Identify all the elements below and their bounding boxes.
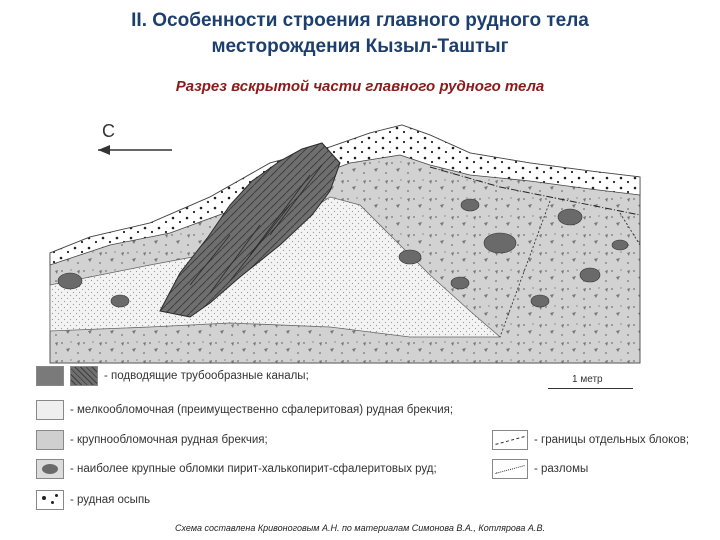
- legend-item-channels: [36, 366, 309, 386]
- legend-channels-label: - подводящие трубообразные каналы;: [104, 370, 309, 382]
- large-fragment-swatch-icon: [36, 459, 64, 479]
- legend-item-ore-scree: [36, 490, 150, 510]
- slide-title: [0, 8, 720, 60]
- legend: [30, 362, 710, 537]
- fault-swatch-icon: [492, 459, 528, 479]
- legend-ore-scree-label: - рудная осыпь: [70, 494, 151, 506]
- legend-item-faults: [492, 459, 588, 479]
- legend-item-coarse-breccia: [36, 430, 268, 450]
- legend-block-boundaries-label: - границы отдельных блоков;: [534, 434, 690, 446]
- legend-coarse-breccia-label: - крупнообломочная рудная брекчия;: [70, 434, 268, 446]
- legend-fine-breccia-label: - мелкообломочная (преимущественно сфалеритовая) рудная брекчия;: [70, 404, 454, 416]
- legend-item-block-boundaries: [492, 430, 689, 450]
- title-line-2: месторождения Кызыл-Таштыг: [211, 36, 509, 57]
- north-arrow-icon: [98, 145, 172, 155]
- north-label: С: [102, 121, 115, 141]
- legend-item-fine-breccia: [36, 400, 453, 420]
- section-subtitle: Разрез вскрытой части главного рудного тела: [175, 78, 545, 95]
- legend-large-fragments-label: - наиболее крупные обломки пирит-халькопирит-сфалеритовых руд;: [70, 463, 437, 475]
- block-boundary-swatch-icon: [492, 430, 528, 450]
- ore-scree-swatch-icon: [36, 490, 64, 510]
- scale-label: 1 метр: [572, 374, 603, 385]
- fine-breccia-swatch-icon: [36, 400, 64, 420]
- channel-swatch-icon: [36, 366, 64, 386]
- legend-item-large-fragments: [36, 459, 437, 479]
- coarse-breccia-swatch-icon: [36, 430, 64, 450]
- title-line-1: II. Особенности строения главного рудного тела: [131, 10, 589, 31]
- cross-section-diagram: [30, 105, 650, 365]
- source-caption: Схема составлена Кривоноговым А.Н. по материалам Симонова В.А., Котлярова А.В.: [175, 523, 545, 533]
- channel-swatch-icon: [70, 366, 98, 386]
- legend-faults-label: - разломы: [534, 463, 589, 475]
